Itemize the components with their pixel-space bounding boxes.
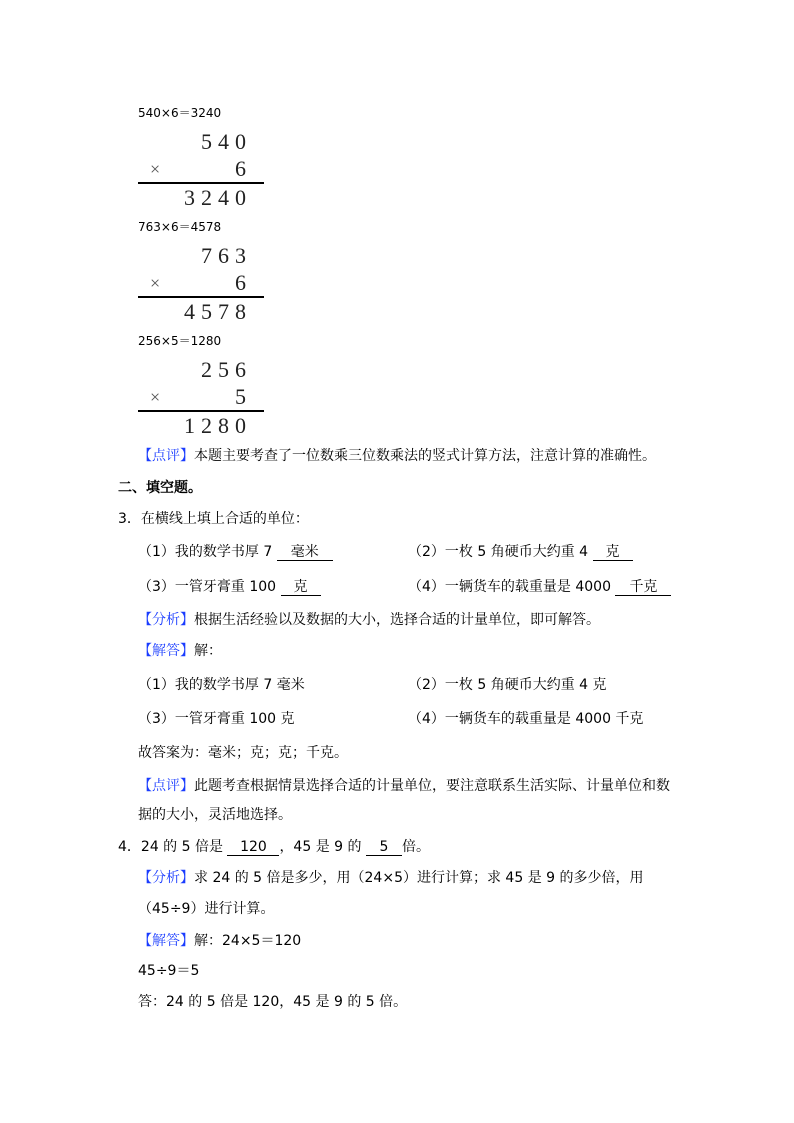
multiplier: 5	[235, 384, 252, 409]
section-heading	[118, 479, 202, 497]
stem-text: 倍。	[401, 839, 430, 855]
q4-analysis	[138, 869, 644, 887]
q3-item-2	[408, 543, 633, 561]
item-text: （4）一辆货车的载重量是 4000	[408, 579, 616, 595]
solution-text: 解：	[194, 643, 222, 659]
answer-blank: 5	[366, 839, 402, 856]
q3-item-1	[138, 543, 333, 561]
result-rule	[138, 182, 264, 184]
q4-solution-line2: 45÷9＝5	[138, 963, 200, 979]
result-rule	[138, 296, 264, 298]
section-title: 二、填空题。	[118, 480, 202, 496]
comment-tag: 【点评】	[138, 448, 194, 464]
q3-item-3	[138, 578, 321, 596]
q3-answer: 故答案为：毫米；克；克；千克。	[138, 745, 348, 761]
q3-comment-cont: 据的大小，灵活地选择。	[138, 807, 292, 823]
result-rule	[138, 410, 264, 412]
item-text: （1）我的数学书厚 7	[138, 544, 277, 560]
equation: 540×6＝3240	[138, 106, 222, 120]
solution-tag: 【解答】	[138, 933, 194, 949]
analysis-text: 根据生活经验以及数据的大小，选择合适的计量单位，即可解答。	[194, 612, 600, 628]
equation: 763×6＝4578	[138, 220, 222, 234]
sol-item-3: （3）一管牙膏重 100 克	[138, 711, 295, 727]
item-text: （2）一枚 5 角硬币大约重 4	[408, 544, 593, 560]
sol-item-2: （2）一枚 5 角硬币大约重 4 克	[408, 677, 607, 693]
sol-item-1: （1）我的数学书厚 7 毫米	[138, 677, 305, 693]
product: 3240	[184, 185, 252, 210]
analysis-tag: 【分析】	[138, 870, 194, 886]
q4-answer: 答：24 的 5 倍是 120，45 是 9 的 5 倍。	[138, 994, 408, 1010]
answer-blank: 克	[593, 544, 633, 561]
analysis-text: 求 24 的 5 倍是多少，用（24×5）进行计算；求 45 是 9 的多少倍，用	[194, 870, 644, 886]
analysis-tag: 【分析】	[138, 612, 194, 628]
q3-stem: 3．在横线上填上合适的单位：	[118, 511, 309, 527]
equation: 256×5＝1280	[138, 334, 222, 348]
answer-blank: 千克	[615, 579, 671, 596]
times-sign: ×	[150, 387, 161, 407]
multiplier: 6	[235, 156, 252, 181]
multiplicand: 256	[201, 357, 252, 382]
times-sign: ×	[150, 159, 161, 179]
q3-analysis	[138, 611, 600, 629]
item-text: （3）一管牙膏重 100	[138, 579, 281, 595]
comment-text: 本题主要考查了一位数乘三位数乘法的竖式计算方法，注意计算的准确性。	[194, 448, 656, 464]
times-sign: ×	[150, 273, 161, 293]
q4-solution	[138, 932, 301, 950]
comment-line	[138, 447, 656, 465]
answer-blank: 120	[227, 839, 279, 856]
q3-comment	[138, 777, 670, 795]
product: 4578	[184, 299, 252, 324]
multiplier: 6	[235, 270, 252, 295]
q3-solution	[138, 642, 222, 660]
stem-text: ，45 是 9 的	[279, 839, 366, 855]
product: 1280	[184, 413, 252, 438]
stem-text: 4．24 的 5 倍是	[118, 839, 228, 855]
comment-tag: 【点评】	[138, 778, 194, 794]
q3-item-4	[408, 578, 671, 596]
q4-stem	[118, 838, 430, 856]
solution-tag: 【解答】	[138, 643, 194, 659]
q4-analysis-cont: （45÷9）进行计算。	[138, 901, 275, 917]
comment-text: 此题考查根据情景选择合适的计量单位，要注意联系生活实际、计量单位和数	[194, 778, 670, 794]
answer-blank: 克	[281, 579, 321, 596]
multiplicand: 763	[201, 243, 252, 268]
sol-item-4: （4）一辆货车的载重量是 4000 千克	[408, 711, 644, 727]
solution-text: 解：24×5＝120	[194, 933, 302, 949]
multiplicand: 540	[201, 129, 252, 154]
answer-blank: 毫米	[277, 544, 333, 561]
